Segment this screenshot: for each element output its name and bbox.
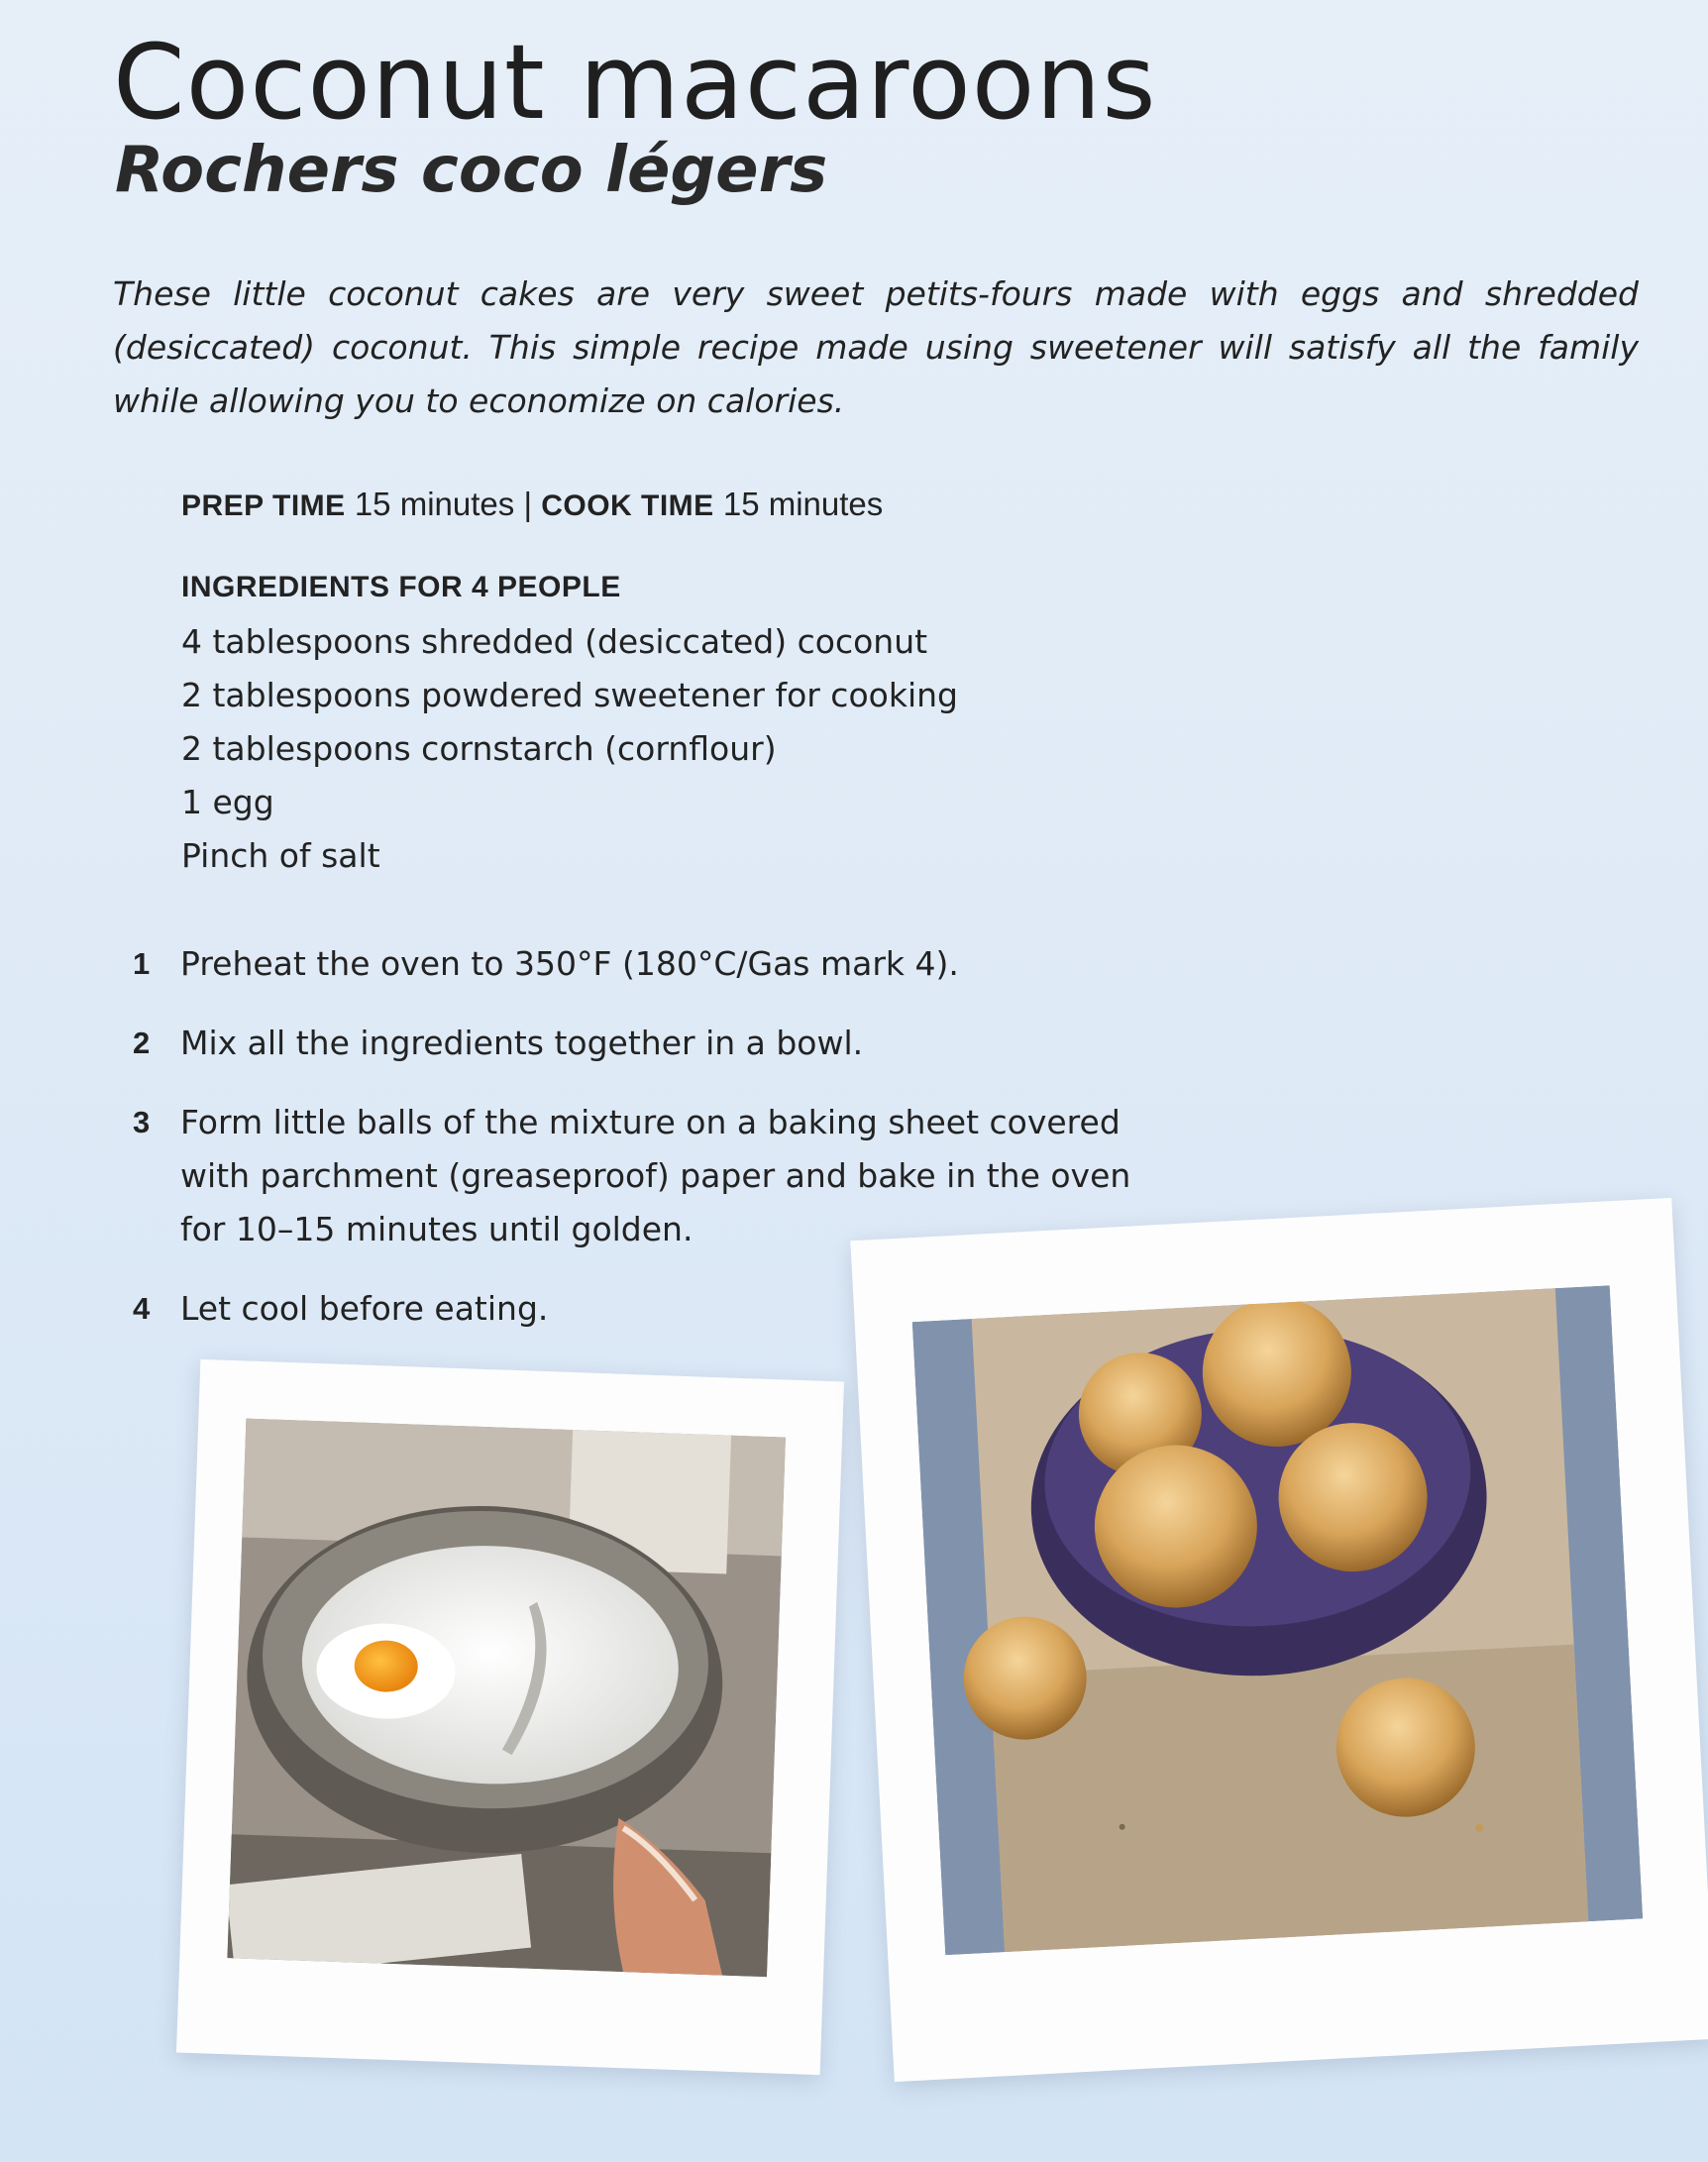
step-number: 4 (133, 1291, 151, 1326)
step-text: Mix all the ingredients together in a bowl. (180, 1024, 864, 1062)
cook-time-label: COOK TIME (541, 489, 714, 522)
step-number: 1 (133, 946, 151, 981)
time-info (181, 486, 883, 523)
cook-time-value: 15 minutes (722, 486, 884, 522)
ingredient-item: 4 tablespoons shredded (desiccated) coconut (181, 622, 928, 661)
recipe-subtitle: Rochers coco légers (115, 134, 828, 207)
step-text: Form little balls of the mixture on a baking sheet covered with parchment (greaseproof) paper and bake in the oven for 10–15 minutes until golden. (180, 1103, 1131, 1248)
photo-macaroons (850, 1198, 1708, 2082)
egg-bowl-illustration (227, 1419, 786, 1978)
prep-time-label: PREP TIME (181, 489, 346, 522)
step-number: 3 (133, 1105, 151, 1139)
ingredient-item: Pinch of salt (181, 836, 380, 875)
ingredient-item: 2 tablespoons cornstarch (cornflour) (181, 729, 777, 768)
recipe-intro: These little coconut cakes are very sweet petits-fours made with eggs and shredded (desiccated) coconut. This simple recipe made using sweetener will satisfy all the family while allowing you to economize on calories. (113, 274, 1639, 420)
photo-egg-bowl (176, 1359, 844, 2075)
method-step (133, 1017, 1421, 1070)
recipe-title: Coconut macaroons (113, 22, 1157, 143)
ingredient-item: 2 tablespoons powdered sweetener for cooking (181, 676, 958, 714)
time-separator: | (523, 486, 533, 522)
step-text: Let cool before eating. (180, 1289, 549, 1328)
method-step (133, 937, 1421, 991)
prep-time-value: 15 minutes (354, 486, 515, 522)
ingredients-list (181, 615, 958, 883)
step-text: Preheat the oven to 350°F (180°C/Gas mark 4). (180, 944, 959, 983)
macaroons-illustration (912, 1285, 1644, 1955)
ingredients-heading: INGREDIENTS FOR 4 PEOPLE (181, 571, 621, 603)
ingredient-item: 1 egg (181, 783, 274, 821)
step-number: 2 (133, 1026, 151, 1060)
